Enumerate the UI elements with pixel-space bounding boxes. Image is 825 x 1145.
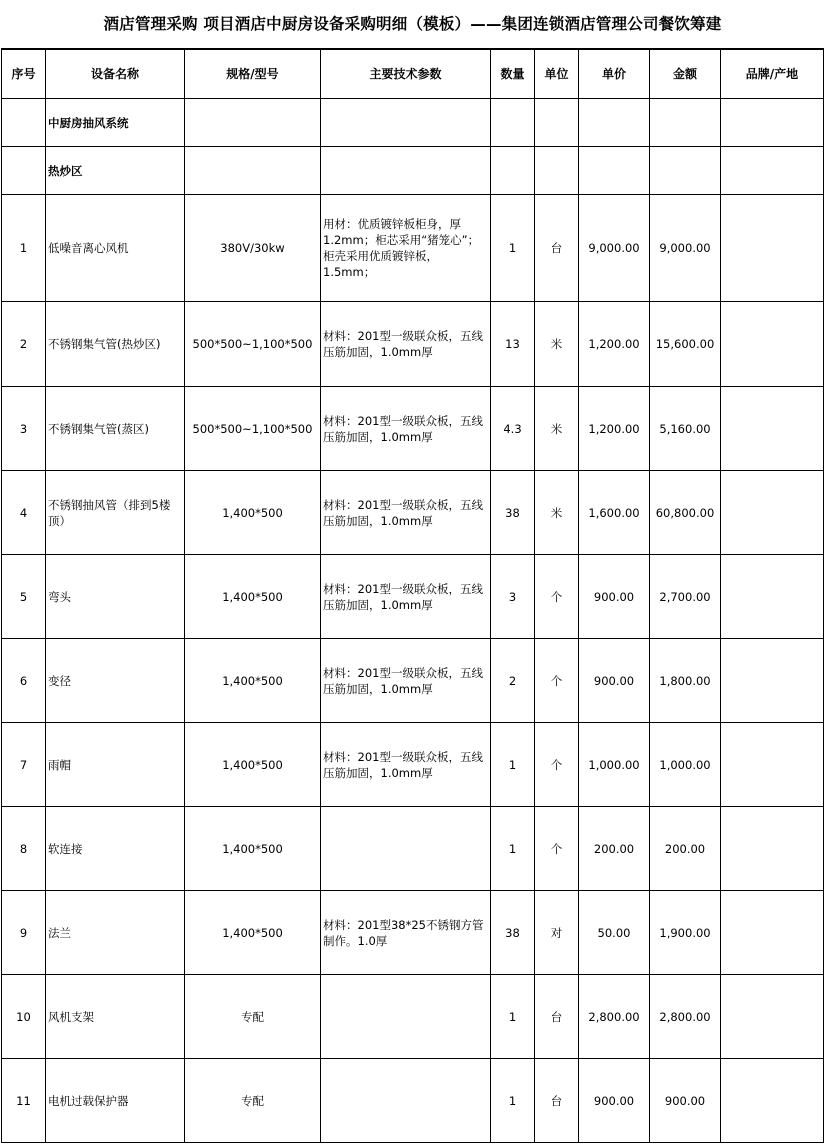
empty-cell [579,99,650,147]
item-unit: 个 [535,807,579,891]
item-name: 不锈钢集气管(蒸区) [46,387,185,471]
item-amount: 1,800.00 [650,639,721,723]
document-title: 酒店管理采购 项目酒店中厨房设备采购明细（模板）——集团连锁酒店管理公司餐饮筹建 [103,15,722,33]
header-row [2,49,824,99]
empty-cell [321,147,491,195]
row-number: 5 [2,555,46,639]
item-price: 900.00 [579,555,650,639]
item-price: 200.00 [579,807,650,891]
item-params: 材料：201型一级联众板，五线压筋加固，1.0mm厚 [321,387,491,471]
header-unit: 单位 [535,49,579,99]
item-price: 900.00 [579,639,650,723]
item-brand [721,807,824,891]
item-params [321,1059,491,1143]
item-amount: 200.00 [650,807,721,891]
item-spec: 1,400*500 [185,555,321,639]
item-amount: 900.00 [650,1059,721,1143]
empty-cell [491,99,535,147]
item-price: 1,600.00 [579,471,650,555]
procurement-table [1,48,824,1143]
table-row [2,1059,824,1143]
item-qty: 2 [491,639,535,723]
item-name: 法兰 [46,891,185,975]
item-params: 材料：201型一级联众板，五线压筋加固，1.0mm厚 [321,302,491,387]
row-number: 4 [2,471,46,555]
row-number: 10 [2,975,46,1059]
row-number: 3 [2,387,46,471]
item-brand [721,555,824,639]
header-brand: 品牌/产地 [721,49,824,99]
section-row [2,147,824,195]
item-amount: 15,600.00 [650,302,721,387]
item-unit: 个 [535,723,579,807]
item-brand [721,639,824,723]
item-name: 不锈钢抽风管（排到5楼顶） [46,471,185,555]
item-spec: 1,400*500 [185,891,321,975]
item-spec: 500*500~1,100*500 [185,387,321,471]
item-unit: 个 [535,639,579,723]
table-row [2,807,824,891]
table-row [2,555,824,639]
item-qty: 38 [491,471,535,555]
row-number: 7 [2,723,46,807]
item-spec: 1,400*500 [185,471,321,555]
item-brand [721,195,824,302]
item-qty: 1 [491,807,535,891]
item-params: 材料：201型38*25不锈钢方管制作。1.0厚 [321,891,491,975]
table-row [2,639,824,723]
item-amount: 9,000.00 [650,195,721,302]
item-qty: 38 [491,891,535,975]
empty-cell [721,147,824,195]
item-price: 9,000.00 [579,195,650,302]
table-row [2,387,824,471]
section-title: 中厨房抽风系统 [46,99,185,147]
table-row [2,302,824,387]
header-no: 序号 [2,49,46,99]
item-params [321,975,491,1059]
empty-cell [185,99,321,147]
item-unit: 米 [535,302,579,387]
empty-cell [579,147,650,195]
item-brand [721,975,824,1059]
item-qty: 1 [491,195,535,302]
header-name: 设备名称 [46,49,185,99]
item-params: 用材：优质镀锌板柜身，厚1.2mm；柜芯采用“猪笼心”；柜壳采用优质镀锌板，1.5mm； [321,195,491,302]
item-brand [721,387,824,471]
item-amount: 5,160.00 [650,387,721,471]
item-qty: 1 [491,1059,535,1143]
item-price: 2,800.00 [579,975,650,1059]
item-spec: 1,400*500 [185,807,321,891]
row-number: 9 [2,891,46,975]
item-params: 材料：201型一级联众板，五线压筋加固，1.0mm厚 [321,555,491,639]
item-name: 风机支架 [46,975,185,1059]
item-params: 材料：201型一级联众板，五线压筋加固，1.0mm厚 [321,723,491,807]
item-price: 900.00 [579,1059,650,1143]
item-unit: 对 [535,891,579,975]
header-qty: 数量 [491,49,535,99]
item-unit: 台 [535,1059,579,1143]
item-amount: 1,900.00 [650,891,721,975]
table-row [2,975,824,1059]
header-params: 主要技术参数 [321,49,491,99]
item-name: 电机过载保护器 [46,1059,185,1143]
empty-cell [535,99,579,147]
item-qty: 3 [491,555,535,639]
item-amount: 2,700.00 [650,555,721,639]
item-spec: 1,400*500 [185,723,321,807]
item-unit: 个 [535,555,579,639]
item-unit: 台 [535,975,579,1059]
table-row [2,471,824,555]
item-name: 软连接 [46,807,185,891]
item-name: 不锈钢集气管(热炒区) [46,302,185,387]
row-number: 11 [2,1059,46,1143]
item-spec: 500*500~1,100*500 [185,302,321,387]
item-price: 50.00 [579,891,650,975]
item-params: 材料：201型一级联众板，五线压筋加固，1.0mm厚 [321,639,491,723]
section-no-cell [2,99,46,147]
empty-cell [491,147,535,195]
empty-cell [721,99,824,147]
item-name: 弯头 [46,555,185,639]
table-row [2,195,824,302]
item-spec: 专配 [185,1059,321,1143]
item-qty: 13 [491,302,535,387]
item-amount: 2,800.00 [650,975,721,1059]
item-spec: 380V/30kw [185,195,321,302]
item-spec: 1,400*500 [185,639,321,723]
item-qty: 1 [491,975,535,1059]
item-unit: 台 [535,195,579,302]
item-brand [721,302,824,387]
item-qty: 4.3 [491,387,535,471]
table-row [2,891,824,975]
item-brand [721,891,824,975]
header-spec: 规格/型号 [185,49,321,99]
item-name: 变径 [46,639,185,723]
empty-cell [650,99,721,147]
row-number: 2 [2,302,46,387]
item-brand [721,1059,824,1143]
row-number: 1 [2,195,46,302]
header-amount: 金额 [650,49,721,99]
item-brand [721,471,824,555]
item-params: 材料：201型一级联众板，五线压筋加固，1.0mm厚 [321,471,491,555]
item-params [321,807,491,891]
item-amount: 1,000.00 [650,723,721,807]
item-name: 雨帽 [46,723,185,807]
section-no-cell [2,147,46,195]
item-unit: 米 [535,387,579,471]
header-price: 单价 [579,49,650,99]
item-amount: 60,800.00 [650,471,721,555]
item-brand [721,723,824,807]
row-number: 6 [2,639,46,723]
empty-cell [650,147,721,195]
item-unit: 米 [535,471,579,555]
table-row [2,723,824,807]
section-title: 热炒区 [46,147,185,195]
item-price: 1,000.00 [579,723,650,807]
empty-cell [185,147,321,195]
empty-cell [321,99,491,147]
empty-cell [535,147,579,195]
row-number: 8 [2,807,46,891]
section-row [2,99,824,147]
item-qty: 1 [491,723,535,807]
item-name: 低噪音离心风机 [46,195,185,302]
item-price: 1,200.00 [579,387,650,471]
item-price: 1,200.00 [579,302,650,387]
item-spec: 专配 [185,975,321,1059]
